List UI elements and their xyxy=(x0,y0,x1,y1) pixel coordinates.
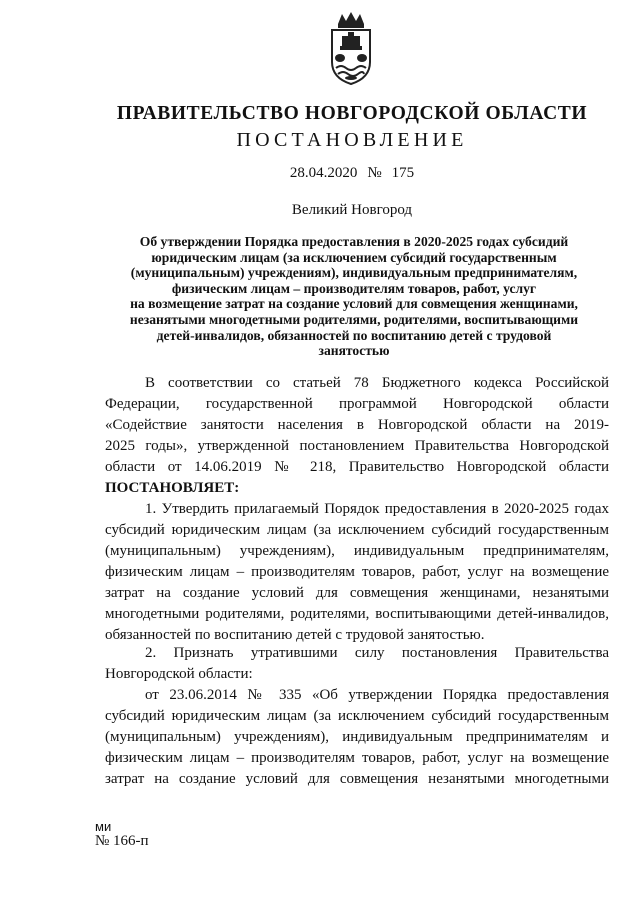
coat-of-arms-icon xyxy=(324,10,378,86)
subject-line: юридическим лицам (за исключением субсидий государственным xyxy=(151,249,557,265)
text-line: субсидий юридическим лицам (за исключением субсидий государственным xyxy=(105,522,609,538)
subject-line: занятостью xyxy=(318,343,390,359)
subject-line: детей-инвалидов, обязанностей по воспитанию детей с трудовой xyxy=(156,327,552,343)
text-line: от 23.06.2014 № 335 «Об утверждении Порядка предоставления xyxy=(145,687,609,703)
preamble-paragraph xyxy=(105,373,609,499)
document-footer xyxy=(95,820,149,848)
subject-line: незанятыми многодетными родителями, родителями, воспитывающими xyxy=(129,311,579,327)
decree-word: ПОСТАНОВЛЯЕТ: xyxy=(105,480,240,496)
date-number-line xyxy=(0,165,640,182)
subject-line: (муниципальным) учреждениям), индивидуальным предпринимателям, xyxy=(130,265,578,281)
text-line: Новгородской области: xyxy=(105,666,253,682)
subject-line: Об утверждении Порядка предоставления в 2020-2025 годах субсидий xyxy=(139,234,569,249)
text-line: физическим лицам – производителям товаров, работ, услуг на возмещение xyxy=(105,564,609,580)
text-line: обязанностей по воспитанию детей с трудовой занятостью. xyxy=(105,627,485,643)
item-2-subparagraph xyxy=(105,685,609,790)
number-sign: № xyxy=(367,165,382,181)
text-line: «Содействие занятости населения в Новгородской области на 2019- xyxy=(105,417,609,433)
subject-line: физическим лицам – производителям товаров, работ, услуг xyxy=(171,280,537,296)
document-subject xyxy=(100,234,608,359)
item-1-paragraph xyxy=(105,499,609,646)
text-line: 2025 годы», утвержденной постановлением Правительства Новгородской xyxy=(105,438,609,454)
text-line: В соответствии со статьей 78 Бюджетного кодекса Российской xyxy=(145,375,609,391)
footer-code: № 166-п xyxy=(95,833,149,849)
subject-line: на возмещение затрат на создание условий для совмещения женщинами, xyxy=(130,296,578,312)
city-name: Великий Новгород xyxy=(291,202,413,218)
footer-initials: ми xyxy=(95,819,112,834)
document-date: 28.04.2020 xyxy=(289,165,358,181)
text-line: (муниципальным) учреждениям), индивидуальным предпринимателям, xyxy=(105,543,609,559)
text-line: 2. Признать утратившими силу постановления Правительства xyxy=(145,645,609,661)
government-title: ПРАВИТЕЛЬСТВО НОВГОРОДСКОЙ ОБЛАСТИ xyxy=(116,103,588,124)
text-line: (муниципальным) учреждениям), индивидуальным предпринимателям и xyxy=(105,729,609,745)
document-type: ПОСТАНОВЛЕНИЕ xyxy=(236,129,468,151)
text-line: Федерации, государственной программой Новгородской области xyxy=(105,396,609,412)
text-line: затрат на создание условий для совмещения незанятыми многодетными xyxy=(105,771,609,787)
text-line: многодетными родителями, родителями, воспитывающими детей-инвалидов, xyxy=(105,606,609,622)
document-number: 175 xyxy=(391,165,415,181)
text-line: затрат на создание условий для совмещения женщинами, незанятыми xyxy=(105,585,609,601)
text-line: 1. Утвердить прилагаемый Порядок предоставления в 2020-2025 годах xyxy=(145,501,609,517)
text-line: физическим лицам – производителям товаров, работ, услуг на возмещение xyxy=(105,750,609,766)
item-2-paragraph xyxy=(105,643,609,685)
text-line: области от 14.06.2019 № 218, Правительство Новгородской области xyxy=(105,459,609,475)
text-line: субсидий юридическим лицам (за исключением субсидий государственным xyxy=(105,708,609,724)
